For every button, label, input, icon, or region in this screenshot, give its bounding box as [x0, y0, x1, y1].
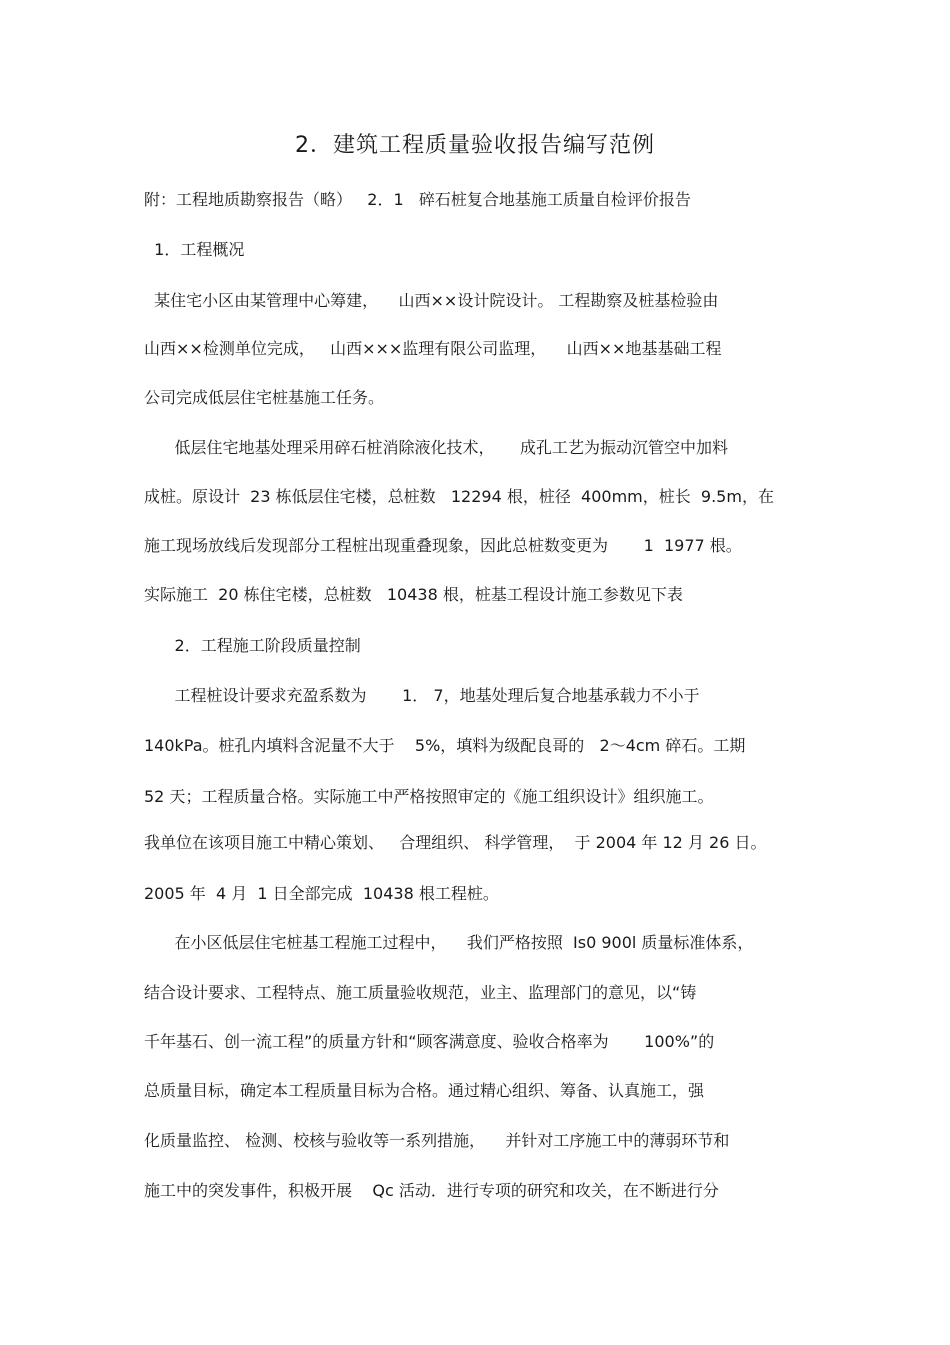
text-line-11: 工程桩设计要求充盈系数为 1． 7，地基处理后复合地基承载力不小于: [144, 686, 700, 705]
page-title: 2．建筑工程质量验收报告编写范例: [295, 133, 655, 158]
text-line-7: 成桩。原设计 23 栋低层住宅楼，总桩数 12294 根，桩径 400mm，桩长 9.5m，在: [144, 487, 774, 506]
text-line-14: 我单位在该项目施工中精心策划、 合理组织、 科学管理， 于 2004 年 12 月 26 日。: [144, 833, 767, 852]
text-line-18: 千年基石、创一流工程”的质量方针和“顾客满意度、验收合格率为 100%”的: [144, 1032, 715, 1051]
text-line-8: 施工现场放线后发现部分工程桩出现重叠现象，因此总桩数变更为 1 1977 根。: [144, 536, 742, 555]
text-line-6: 低层住宅地基处理采用碎石桩消除液化技术， 成孔工艺为振动沉管空中加料: [144, 438, 728, 457]
text-line-16: 在小区低层住宅桩基工程施工过程中， 我们严格按照 Is0 900l 质量标准体系，: [144, 933, 754, 952]
text-line-5: 公司完成低层住宅桩基施工任务。: [144, 388, 385, 407]
text-line-15: 2005 年 4 月 1 日全部完成 10438 根工程桩。: [144, 884, 499, 903]
text-line-12: 140kPa。桩孔内填料含泥量不大于 5%，填料为级配良哥的 2～4cm 碎石。工期: [144, 736, 746, 755]
text-line-4: 山西××检测单位完成， 山西×××监理有限公司监理， 山西××地基基础工程: [144, 339, 722, 358]
text-line-2: 1．工程概况: [144, 240, 245, 259]
text-line-21: 施工中的突发事件，积极开展 Qc 活动．进行专项的研究和攻关，在不断进行分: [144, 1181, 719, 1200]
text-line-20: 化质量监控、 检测、校核与验收等一系列措施， 并针对工序施工中的薄弱环节和: [144, 1131, 730, 1150]
text-line-17: 结合设计要求、工程特点、施工质量验收规范，业主、监理部门的意见，以“铸: [144, 983, 697, 1002]
text-line-1: 附：工程地质勘察报告（略） 2．1 碎石桩复合地基施工质量自检评价报告: [144, 190, 691, 209]
text-line-3: 某住宅小区由某管理中心筹建， 山西××设计院设计。 工程勘察及桩基检验由: [144, 291, 719, 310]
text-line-13: 52 天；工程质量合格。实际施工中严格按照审定的《施工组织设计》组织施工。: [144, 787, 714, 806]
text-line-19: 总质量目标，确定本工程质量目标为合格。通过精心组织、筹备、认真施工，强: [144, 1081, 705, 1100]
text-line-9: 实际施工 20 栋住宅楼，总桩数 10438 根，桩基工程设计施工参数见下表: [144, 585, 683, 604]
text-line-10: 2．工程施工阶段质量控制: [144, 636, 361, 655]
